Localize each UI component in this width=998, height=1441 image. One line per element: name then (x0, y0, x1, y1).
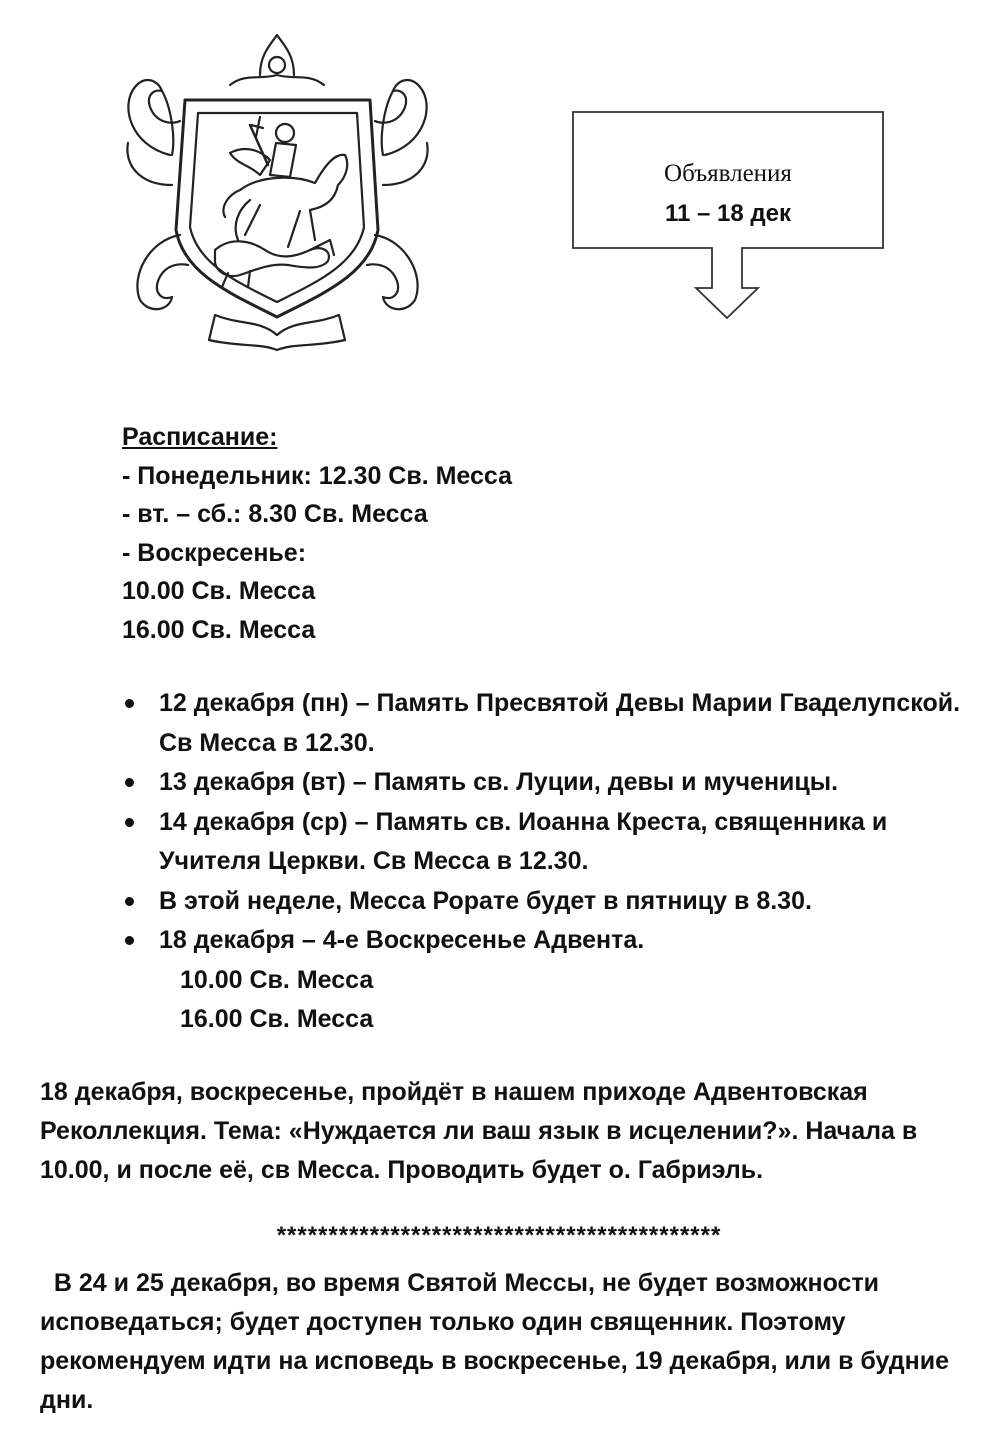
list-item: 12 декабря (пн) – Память Пресвятой Девы Марии Гваделупской. Св Месса в 12.30. (122, 684, 972, 763)
schedule-line: - вт. – сб.: 8.30 Св. Месса (122, 500, 428, 528)
announcements-list (122, 684, 972, 1040)
callout-dates: 11 – 18 дек (664, 200, 791, 227)
list-item: 13 декабря (вт) – Память св. Луции, девы и мученицы. (122, 763, 972, 803)
sunday-mass-line: 10.00 Св. Месса (180, 965, 374, 994)
confession-notice: В 24 и 25 декабря, во время Святой Мессы, не будет возможности исповедаться; будет доступен только один священник. Поэтому рекомендуем идти на исповедь в воскресенье, 19 декабря, или в будние дни. (40, 1269, 956, 1414)
list-item: 18 декабря – 4-е Воскресенье Адвента. (122, 921, 972, 961)
recollection-paragraph: 18 декабря, воскресенье, пройдёт в нашем приходе Адвентовская Реколлекция. Тема: «Нуждается ли ваш язык в исцелении?». Начала в 10.00, и после её, св Месса. Проводить будет о. Габриэль. (40, 1078, 918, 1184)
schedule-line: 10.00 Св. Месса (122, 577, 316, 605)
callout-title: Объявления (664, 160, 792, 187)
separator: ******************************************* (276, 1222, 722, 1249)
coat-of-arms-icon (110, 25, 445, 355)
list-item: В этой неделе, Месса Рорате будет в пятницу в 8.30. (122, 882, 972, 922)
schedule-line: 16.00 Св. Месса (122, 615, 316, 644)
list-item: 14 декабря (ср) – Память св. Иоанна Креста, священника и Учителя Церкви. Св Месса в 12.30. (122, 803, 972, 882)
sunday-mass-line: 16.00 Св. Месса (180, 1005, 374, 1033)
schedule-section (122, 418, 512, 649)
announcements-callout (570, 110, 888, 322)
schedule-line: - Воскресенье: (122, 538, 307, 567)
schedule-line: - Понедельник: 12.30 Св. Месса (122, 461, 513, 490)
schedule-heading: Расписание: (122, 423, 278, 451)
